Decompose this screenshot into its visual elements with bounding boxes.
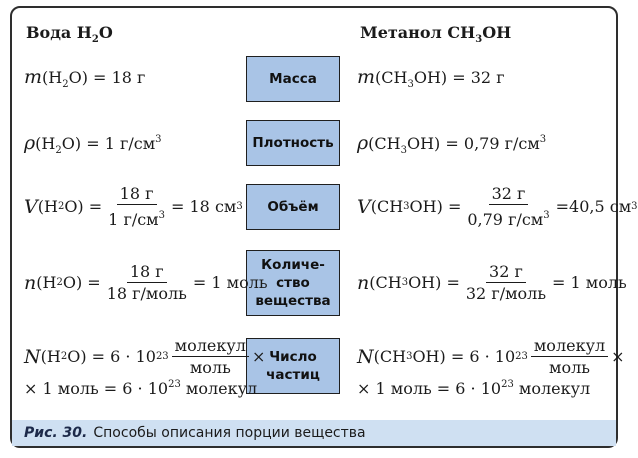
water-amount-fraction: $\frac{18 г}{\text{18 г/моль}}$: [106, 262, 187, 303]
water-volume-fraction: $\frac{18 г}{1 г/см^3}$: [108, 184, 165, 229]
methanol-column-title: Метанол $CH_3OH$: [360, 23, 512, 45]
water-particles-formula: N (H 2 O) = 6 · 10 23 $\frac{\text{молекул}}{\text{моль}}$ × × 1 моль = $6 \cdot 10^{23}$ молекул: [24, 336, 266, 398]
methanol-volume-formula: V (CH 3 OH) = $\frac{32 г}{0,79 г/см^3}$ =40,5 см 3: [357, 184, 638, 229]
property-box-density: Плотность: [246, 120, 340, 166]
methanol-amount-formula: n (CH 3 OH) = $\frac{32 г}{\text{32 г/моль}}$ = 1 моль: [357, 262, 627, 303]
water-density-formula: $\rho(H_2O) = 1$ $г/см^3$: [24, 132, 162, 156]
methanol-particles-lhs-tail: OH) = 6 · 10: [412, 347, 516, 366]
methanol-particles-formula: N (CH 3 OH) = 6 · 10 23 $\frac{\text{молекул}}{\text{моль}}$ × × 1 моль = $6 \cdot 10^{23}$ молекул: [357, 336, 625, 398]
property-box-amount: Количе- ство вещества: [246, 250, 340, 316]
water-particles-lhs-tail: O) = 6 · 10: [67, 347, 156, 366]
water-column-title: Вода $H_2O$: [26, 23, 113, 45]
figure-caption: [12, 420, 616, 446]
water-particles-fraction: $\frac{\text{молекул}}{\text{моль}}$: [172, 336, 249, 377]
water-mass-formula: $m(H_2O) = 18$ г: [24, 66, 146, 90]
methanol-particles-fraction: $\frac{\text{молекул}}{\text{моль}}$: [531, 336, 608, 377]
property-box-mass: Масса: [246, 56, 340, 102]
caption-label: Рис. 30.: [24, 425, 88, 441]
water-volume-formula: V (H 2 O) = $\frac{18 г}{1 г/см^3}$ = 18 см 3: [24, 184, 243, 229]
water-amount-formula: n (H 2 O) = $\frac{18 г}{\text{18 г/моль}}$ = 1 моль: [24, 262, 268, 303]
methanol-amount-fraction: $\frac{32 г}{\text{32 г/моль}}$: [465, 262, 547, 303]
property-box-particles: Число частиц: [246, 338, 340, 394]
methanol-volume-fraction: $\frac{32 г}{0,79 г/см^3}$: [467, 184, 550, 229]
figure-frame: [10, 6, 638, 448]
caption-text: Способы описания порции вещества: [93, 425, 366, 441]
methanol-density-formula: $\rho(CH_3OH) = 0,79$ $г/см^3$: [357, 132, 547, 156]
methanol-mass-formula: $m(CH_3OH) = 32$ г: [357, 66, 505, 90]
property-box-volume: Объём: [246, 184, 340, 230]
